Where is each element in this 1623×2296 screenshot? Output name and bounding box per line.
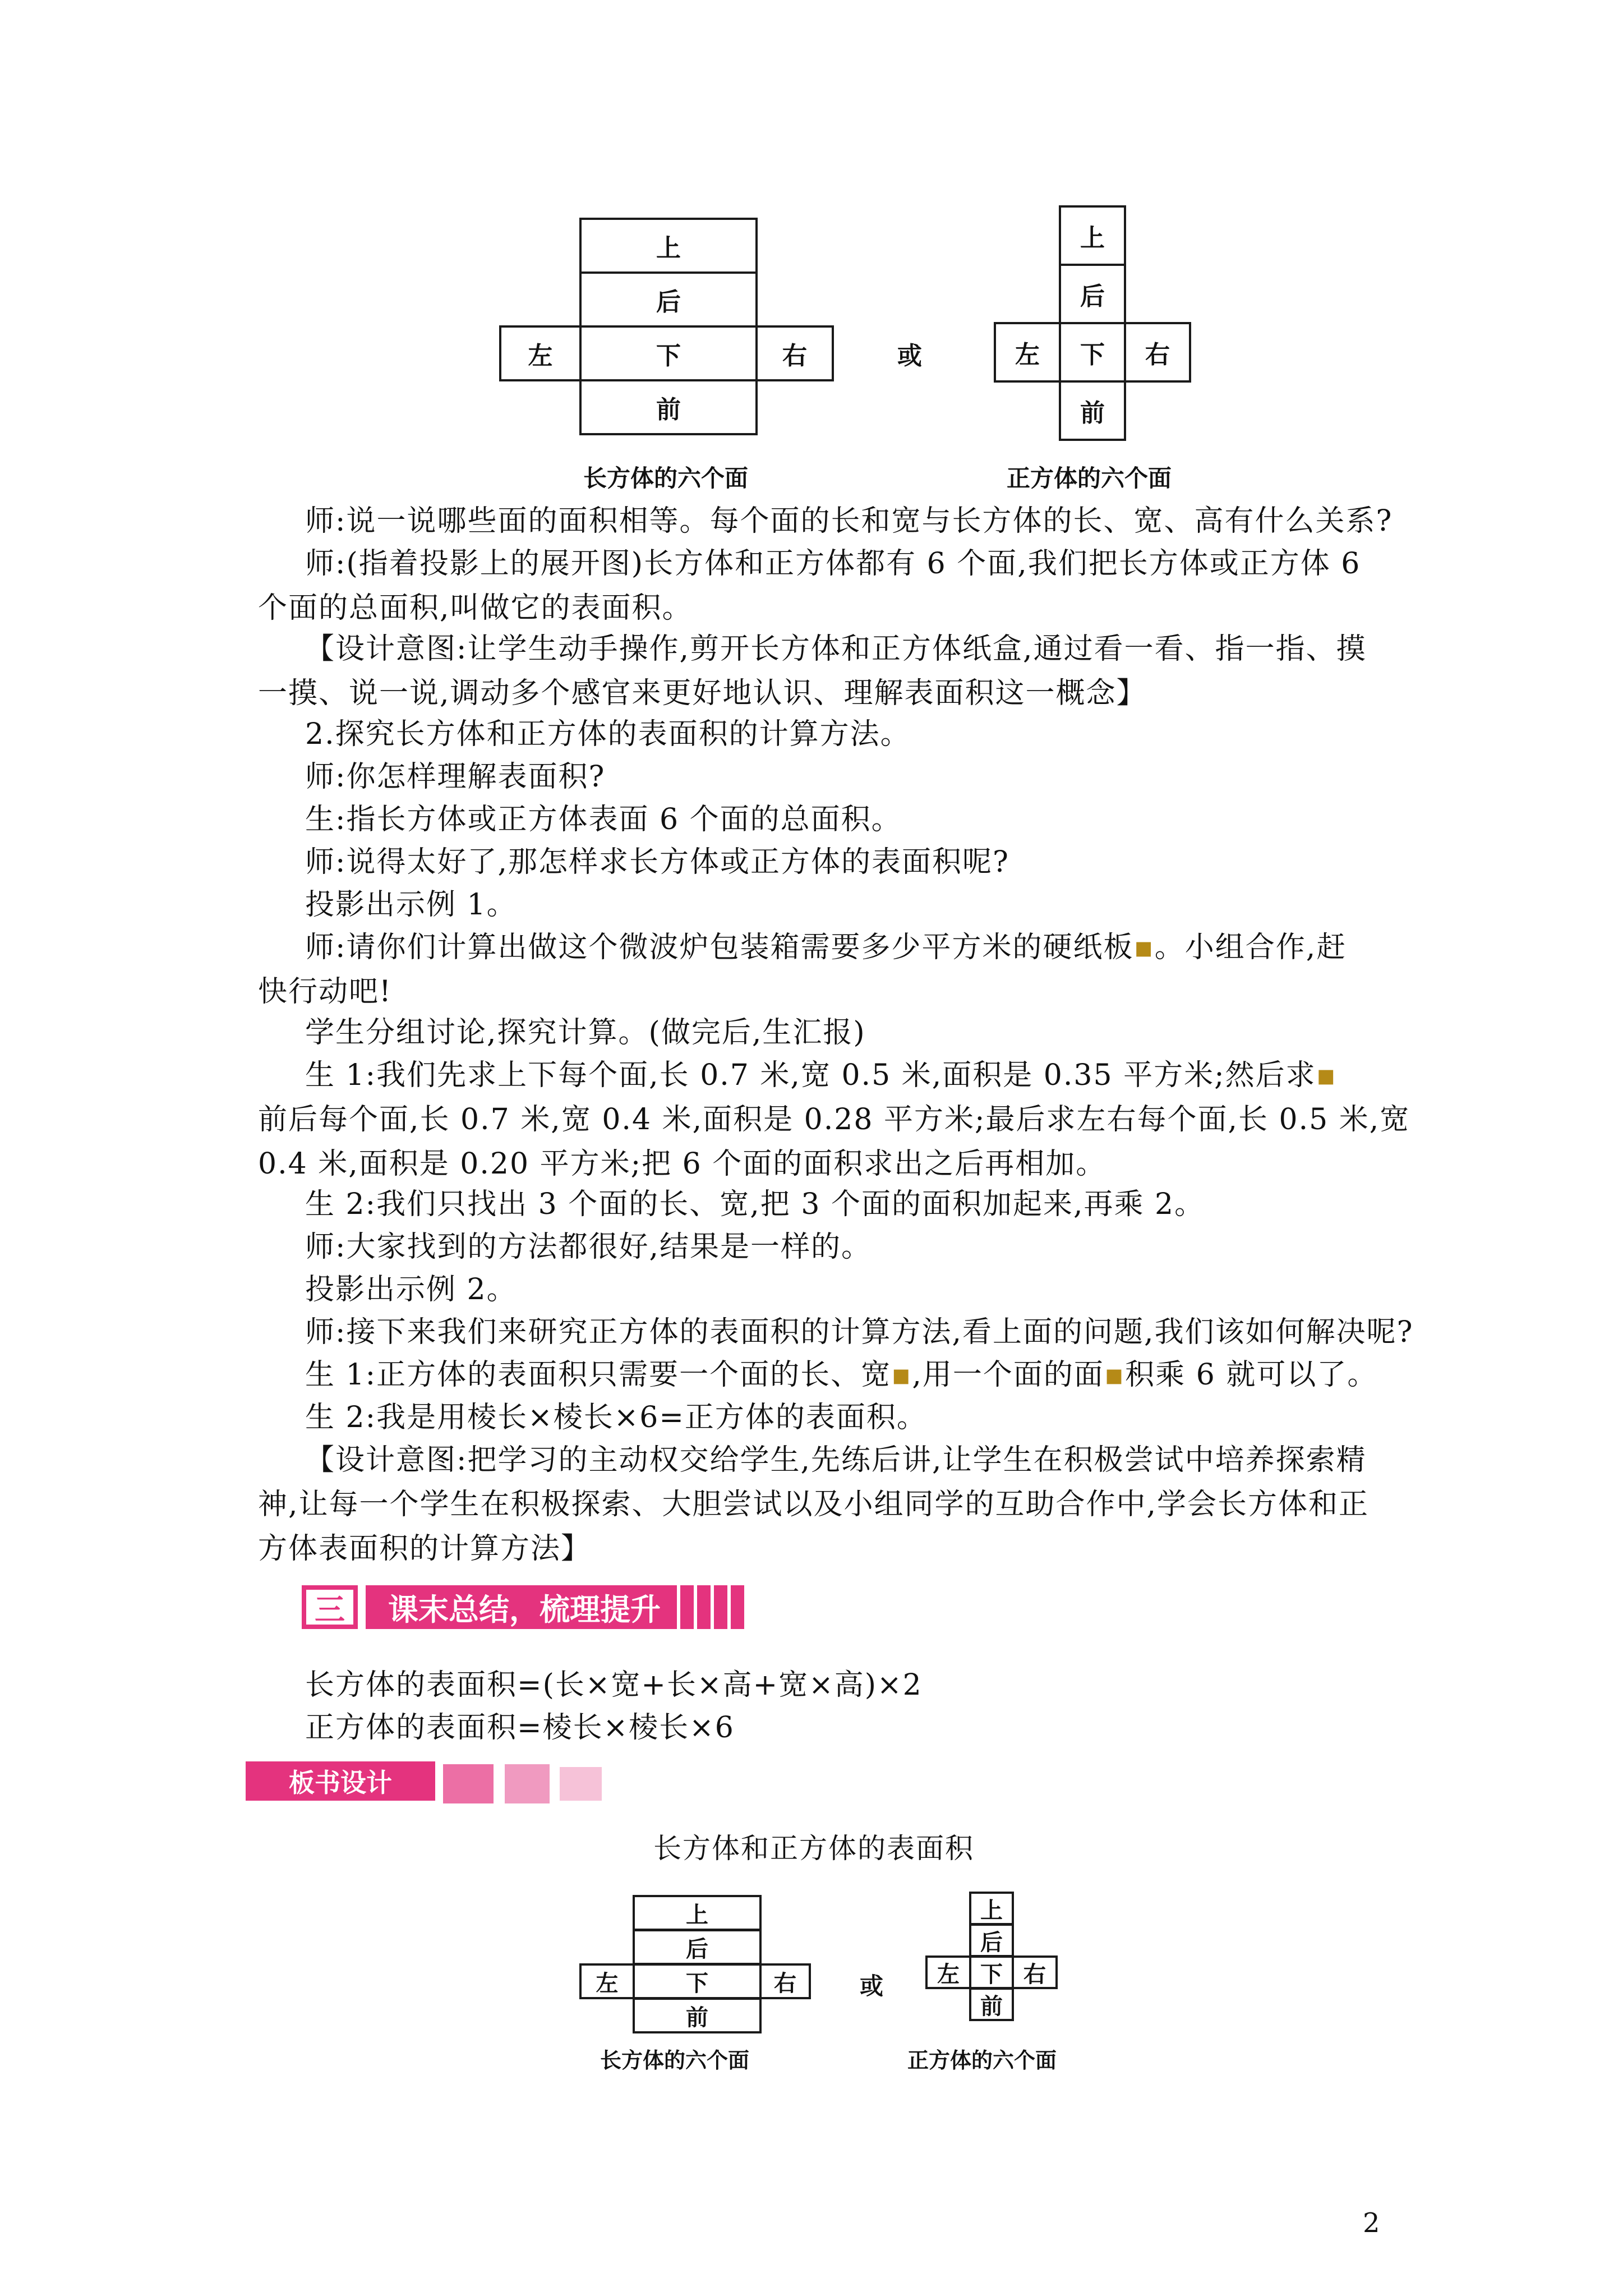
net-face-front: 前 (579, 379, 758, 435)
net-face-left: 左 (579, 1963, 635, 1999)
net-face-back: 后 (1059, 264, 1126, 324)
net-face-bottom: 下 (969, 1955, 1014, 1989)
net-caption: 长方体的六个面 (583, 464, 749, 492)
student-line: 生:指长方体或正方体表面 6 个面的总面积。 (305, 803, 902, 836)
highlight-mark: ▪ (1104, 1358, 1126, 1392)
net-face-right: 右 (759, 1963, 811, 1999)
net-face-left: 左 (925, 1955, 971, 1989)
design-intent-1: 【设计意图:让学生动手操作,剪开长方体和正方体纸盒,通过看一看、指一指、摸一摸、说一说,调动多个感官来更好地认识、理解表面积这一概念】 (258, 632, 1367, 710)
decor-square (560, 1767, 602, 1801)
net-face-top: 上 (1059, 205, 1126, 266)
highlight-mark: ▪ (891, 1358, 912, 1392)
net-face-top: 上 (969, 1892, 1014, 1925)
net-caption: 正方体的六个面 (907, 2048, 1057, 2073)
teacher-summary: 师:大家找到的方法都很好,结果是一样的。 (305, 1230, 872, 1264)
decor-stripe (727, 1585, 731, 1629)
teacher-line: 师:接下来我们来研究正方体的表面积的计算方法,看上面的问题,我们该如何解决呢? (305, 1315, 1414, 1349)
board-title: 长方体和正方体的表面积 (653, 1832, 974, 1865)
net-face-front: 前 (969, 1987, 1014, 2021)
net-face-right: 右 (1124, 322, 1191, 383)
net-face-left: 左 (994, 322, 1061, 383)
teacher-line: 师:说得太好了,那怎样求长方体或正方体的表面积呢? (305, 845, 1009, 879)
decor-stripe (711, 1585, 714, 1629)
projection-line: 投影出示例 2。 (305, 1273, 517, 1306)
page-number: 2 (1363, 2207, 1380, 2239)
section-3-number: 三 (302, 1585, 358, 1629)
decor-stripe (677, 1585, 680, 1629)
projection-line: 投影出示例 1。 (305, 888, 517, 922)
student-1-report: 生 1:我们先求上下每个面,长 0.7 米,宽 0.5 米,面积是 0.35 平方米;然后求▪ 前后每个面,长 0.7 米,宽 0.4 米,面积是 0.28 平方米;最后求左右每个面,长 0.5 米,宽 0.4 米,面积是 0.20 平方米;把 6 个面的面积求出之后再相加。 (258, 1059, 1410, 1181)
net-face-left: 左 (499, 325, 582, 381)
net-face-front: 前 (1059, 380, 1126, 441)
highlight-mark: ▪ (1133, 931, 1155, 964)
student-activity: 学生分组讨论,探究计算。(做完后,生汇报) (305, 1016, 866, 1050)
teacher-line: 师:你怎样理解表面积? (305, 760, 606, 794)
or-label: 或 (897, 342, 922, 370)
section-3-title-bar (366, 1585, 744, 1629)
net-face-top: 上 (579, 218, 758, 274)
formula-cube: 正方体的表面积=棱长×棱长×6 (305, 1711, 735, 1745)
net-face-front: 前 (633, 1998, 762, 2033)
section-3-title: 课末总结，梳理提升 (388, 1591, 661, 1627)
section-2-heading: 2.探究长方体和正方体的表面积的计算方法。 (305, 717, 911, 751)
net-face-back: 后 (633, 1929, 762, 1965)
net-face-bottom: 下 (579, 325, 758, 381)
design-intent-2: 【设计意图:把学习的主动权交给学生,先练后讲,让学生在积极尝试中培养探索精神,让每一个学生在积极探索、大胆尝试以及小组同学的互助合作中,学会长方体和正方体表面积的计算方法】 (258, 1443, 1370, 1566)
net-caption: 正方体的六个面 (1007, 464, 1172, 492)
net-face-bottom: 下 (633, 1963, 762, 1999)
net-face-back: 后 (579, 272, 758, 328)
teacher-explanation: 师:(指着投影上的展开图)长方体和正方体都有 6 个面,我们把长方体或正方体 6 个面的总面积,叫做它的表面积。 (258, 547, 1361, 625)
net-face-bottom: 下 (1059, 322, 1126, 383)
net-face-right: 右 (1012, 1955, 1058, 1989)
teacher-question: 师:说一说哪些面的面积相等。每个面的长和宽与长方体的长、宽、高有什么关系? (305, 504, 1393, 538)
net-caption: 长方体的六个面 (600, 2048, 750, 2073)
decor-stripe (694, 1585, 697, 1629)
highlight-mark: ▪ (1316, 1059, 1337, 1092)
net-face-top: 上 (633, 1895, 762, 1931)
formula-cuboid: 长方体的表面积=(长×宽+长×高+宽×高)×2 (305, 1668, 923, 1702)
net-face-right: 右 (755, 325, 834, 381)
student-1-cube: 生 1:正方体的表面积只需要一个面的长、宽▪,用一个面的面▪积乘 6 就可以了。 (305, 1358, 1378, 1392)
net-face-back: 后 (969, 1924, 1014, 1957)
teacher-task: 师:请你们计算出做这个微波炉包装箱需要多少平方米的硬纸板▪。小组合作,赶快行动吧! (258, 931, 1347, 1009)
decor-square (443, 1764, 494, 1803)
student-2-report: 生 2:我们只找出 3 个面的长、宽,把 3 个面的面积加起来,再乘 2。 (305, 1188, 1205, 1221)
board-design-tag: 板书设计 (246, 1761, 435, 1801)
or-label: 或 (860, 1972, 884, 2000)
student-2-cube: 生 2:我是用棱长×棱长×6=正方体的表面积。 (305, 1401, 927, 1434)
decor-square (505, 1764, 550, 1803)
